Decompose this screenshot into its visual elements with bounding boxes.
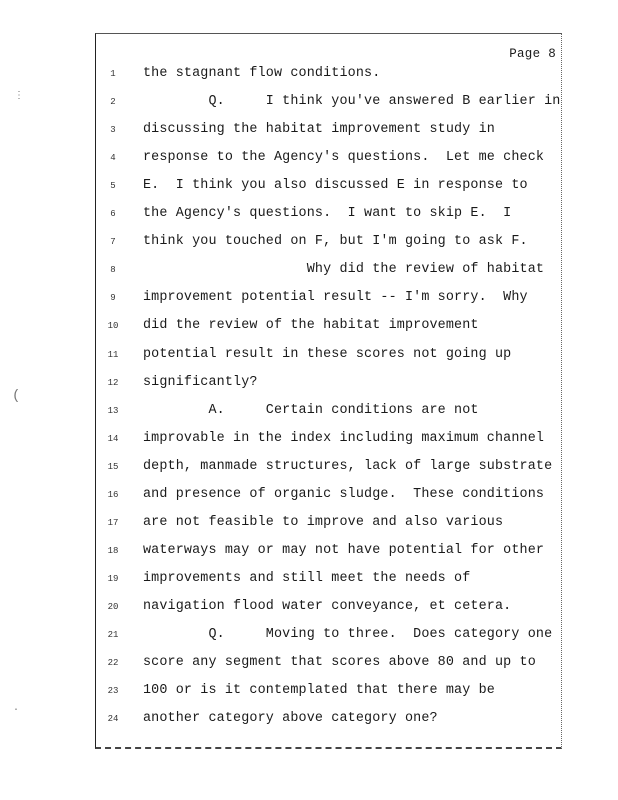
transcript-line <box>0 599 618 619</box>
line-number: 1 <box>110 69 116 79</box>
transcript-line <box>0 66 618 86</box>
transcript-line <box>0 122 618 142</box>
line-text: potential result in these scores not going up <box>143 346 512 362</box>
line-text: improvement potential result -- I'm sorry. Why <box>143 290 528 306</box>
line-number: 9 <box>110 293 116 304</box>
line-number: 21 <box>107 630 119 640</box>
transcript-line <box>0 543 618 563</box>
transcript-line <box>0 711 618 731</box>
transcript-line <box>0 206 618 226</box>
line-number: 18 <box>107 545 119 556</box>
page-number: Page 8 <box>509 47 556 61</box>
line-number: 5 <box>110 181 116 192</box>
transcript-line <box>0 683 618 703</box>
transcript-line <box>0 431 618 451</box>
transcript-line <box>0 571 618 591</box>
line-number: 2 <box>110 97 116 108</box>
line-number: 16 <box>107 489 119 500</box>
scan-speck: ( <box>12 388 21 404</box>
line-text: response to the Agency's questions. Let me check <box>143 150 545 166</box>
line-number: 8 <box>110 265 116 276</box>
line-text: Q. I think you've answered B earlier in <box>143 94 561 110</box>
line-text: E. I think you also discussed E in response to <box>143 178 528 194</box>
line-text: significantly? <box>143 374 258 390</box>
line-number: 6 <box>110 209 116 220</box>
line-text: discussing the habitat improvement study in <box>143 122 495 138</box>
line-text: improvements and still meet the needs of <box>143 570 471 586</box>
line-text: think you touched on F, but I'm going to ask F. <box>143 234 528 250</box>
line-number: 23 <box>107 686 119 697</box>
line-number: 24 <box>107 714 119 725</box>
transcript-line <box>0 178 618 198</box>
transcript-line <box>0 234 618 254</box>
transcript-line <box>0 347 618 367</box>
transcript-line <box>0 375 618 395</box>
line-text: score any segment that scores above 80 and up to <box>143 655 536 671</box>
line-number: 7 <box>110 237 116 248</box>
transcript-line <box>0 318 618 338</box>
line-text: are not feasible to improve and also various <box>143 514 504 530</box>
transcript-line <box>0 262 618 282</box>
line-text: the Agency's questions. I want to skip E. I <box>143 206 512 222</box>
line-number: 15 <box>107 461 119 472</box>
transcript-line <box>0 459 618 479</box>
line-text: A. Certain conditions are not <box>143 402 479 418</box>
line-number: 20 <box>107 601 119 612</box>
line-number: 3 <box>110 125 116 136</box>
line-number: 17 <box>107 517 119 528</box>
line-number: 22 <box>107 658 119 669</box>
line-number: 14 <box>107 433 119 444</box>
line-number: 10 <box>107 321 119 332</box>
line-text: the stagnant flow conditions. <box>143 66 381 81</box>
line-text: and presence of organic sludge. These conditions <box>143 486 545 502</box>
line-number: 19 <box>107 573 119 584</box>
line-text: improvable in the index including maximum channel <box>143 430 545 446</box>
transcript-line <box>0 655 618 675</box>
line-number: 13 <box>107 405 119 416</box>
line-number: 4 <box>110 153 116 164</box>
transcript-line <box>0 150 618 170</box>
line-text: depth, manmade structures, lack of large substrate <box>143 458 553 474</box>
line-text: 100 or is it contemplated that there may be <box>143 683 495 699</box>
line-text: navigation flood water conveyance, et cetera. <box>143 598 512 614</box>
transcript-line <box>0 290 618 310</box>
transcript-line <box>0 94 618 114</box>
line-text: another category above category one? <box>143 711 438 727</box>
scan-speck: ⋮ <box>14 91 24 102</box>
line-text: Q. Moving to three. Does category one <box>143 627 553 642</box>
line-number: 11 <box>107 349 119 360</box>
scan-speck: · <box>13 705 20 716</box>
line-text: waterways may or may not have potential for other <box>143 542 545 558</box>
transcript-line <box>0 627 618 647</box>
transcript-line <box>0 487 618 507</box>
line-number: 12 <box>107 377 119 388</box>
line-text: did the review of the habitat improvement <box>143 318 479 334</box>
transcript-line <box>0 515 618 535</box>
line-text: Why did the review of habitat <box>143 262 545 278</box>
transcript-line <box>0 403 618 423</box>
